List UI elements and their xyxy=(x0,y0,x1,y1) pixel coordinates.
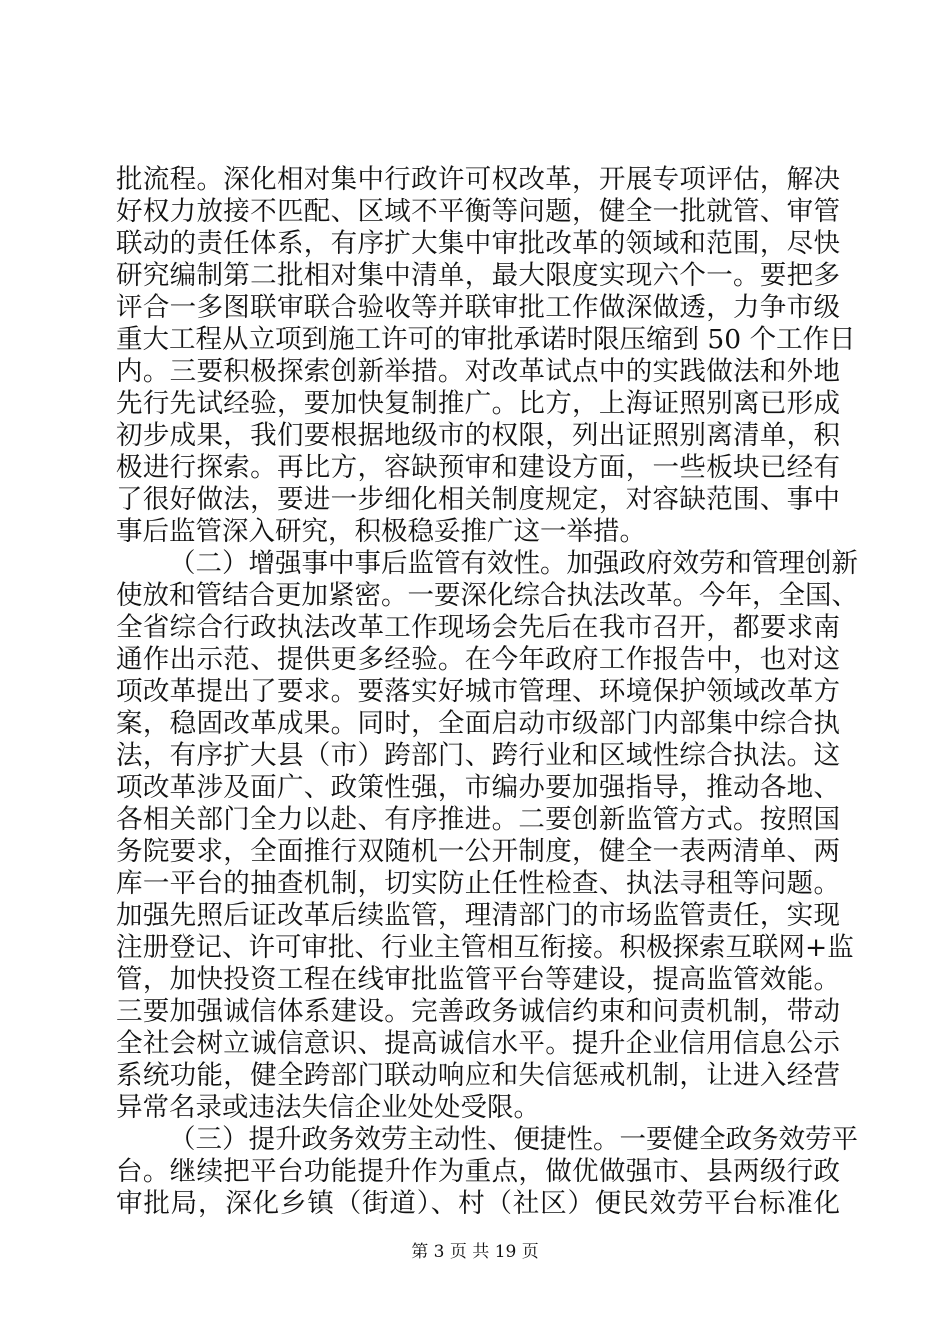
text-line: 三要加强诚信体系建设。完善政务诚信约束和问责机制，带动 xyxy=(116,996,840,1027)
text-line: 使放和管结合更加紧密。一要深化综合执法改革。今年，全国、 xyxy=(116,580,858,611)
text-line: 批流程。深化相对集中行政许可权改革，开展专项评估，解决 xyxy=(116,164,840,195)
text-line: 全省综合行政执法改革工作现场会先后在我市召开，都要求南 xyxy=(116,612,840,643)
text-line: 加强先照后证改革后续监管，理清部门的市场监管责任，实现 xyxy=(116,900,840,931)
text-line: 异常名录或违法失信企业处处受限。 xyxy=(116,1092,540,1123)
text-line: 管，加快投资工程在线审批监管平台等建设，提高监管效能。 xyxy=(116,964,840,995)
text-line: 事后监管深入研究，积极稳妥推广这一举措。 xyxy=(116,516,646,547)
text-line: 系统功能，健全跨部门联动响应和失信惩戒机制，让进入经营 xyxy=(116,1060,840,1091)
text-line: 全社会树立诚信意识、提高诚信水平。提升企业信用信息公示 xyxy=(116,1028,840,1059)
text-line: 评合一多图联审联合验收等并联审批工作做深做透，力争市级 xyxy=(116,292,840,323)
document-body xyxy=(116,164,858,1220)
section-heading-line: （三）提升政务效劳主动性、便捷性。一要健全政务效劳平 xyxy=(169,1124,858,1155)
text-line: 案，稳固改革成果。同时，全面启动市级部门内部集中综合执 xyxy=(116,708,840,739)
text-line: 联动的责任体系，有序扩大集中审批改革的领域和范围，尽快 xyxy=(116,228,840,259)
text-line: 项改革提出了要求。要落实好城市管理、环境保护领域改革方 xyxy=(116,676,840,707)
text-line: 注册登记、许可审批、行业主管相互衔接。积极探索互联网+监 xyxy=(116,932,854,963)
text-line: 好权力放接不匹配、区域不平衡等问题，健全一批就管、审管 xyxy=(116,196,840,227)
section-heading-line: （二）增强事中事后监管有效性。加强政府效劳和管理创新 xyxy=(169,548,858,579)
text-line: 台。继续把平台功能提升作为重点，做优做强市、县两级行政 xyxy=(116,1156,840,1187)
page-number-footer: 第 3 页 共 19 页 xyxy=(411,1242,539,1262)
text-line: 库一平台的抽查机制，切实防止任性检查、执法寻租等问题。 xyxy=(116,868,840,899)
text-line: 研究编制第二批相对集中清单，最大限度实现六个一。要把多 xyxy=(116,260,840,291)
text-line: 先行先试经验，要加快复制推广。比方，上海证照别离已形成 xyxy=(116,388,840,419)
text-line: 了很好做法，要进一步细化相关制度规定，对容缺范围、事中 xyxy=(116,484,840,515)
text-line: 极进行探索。再比方，容缺预审和建设方面，一些板块已经有 xyxy=(116,452,840,483)
text-line: 务院要求，全面推行双随机一公开制度，健全一表两清单、两 xyxy=(116,836,840,867)
text-line: 通作出示范、提供更多经验。在今年政府工作报告中，也对这 xyxy=(116,644,840,675)
text-line: 初步成果，我们要根据地级市的权限，列出证照别离清单，积 xyxy=(116,420,840,451)
text-line: 内。三要积极探索创新举措。对改革试点中的实践做法和外地 xyxy=(116,356,840,387)
text-line: 项改革涉及面广、政策性强，市编办要加强指导，推动各地、 xyxy=(116,772,840,803)
text-line: 审批局，深化乡镇（街道）、村（社区）便民效劳平台标准化 xyxy=(116,1188,840,1219)
text-line: 重大工程从立项到施工许可的审批承诺时限压缩到 50 个工作日 xyxy=(116,324,856,355)
text-line: 各相关部门全力以赴、有序推进。二要创新监管方式。按照国 xyxy=(116,804,840,835)
text-line: 法，有序扩大县（市）跨部门、跨行业和区域性综合执法。这 xyxy=(116,740,840,771)
